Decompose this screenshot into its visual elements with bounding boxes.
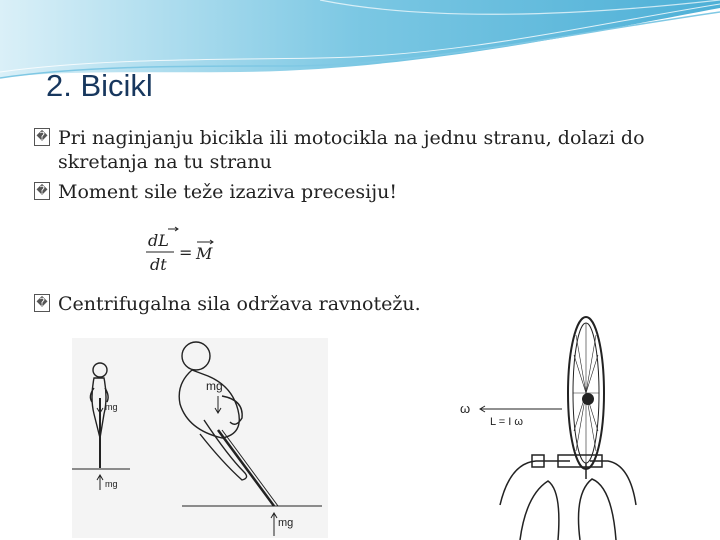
slide-title: 2. Bicikl bbox=[46, 68, 153, 103]
bullet-item bbox=[34, 126, 684, 174]
upright-gravity-label: mg bbox=[105, 402, 118, 412]
bullet-text: Pri naginjanju bicikla ili motocikla na jednu stranu, dolazi do skretanja na tu stranu bbox=[58, 127, 645, 173]
bullet-item bbox=[34, 180, 684, 204]
formula-equals: = bbox=[179, 243, 193, 262]
bullet-marker-icon: � bbox=[34, 128, 50, 146]
tilted-ground-label: mg bbox=[278, 517, 294, 529]
upright-ground-label: mg bbox=[105, 479, 118, 489]
angular-momentum-label: L = I ω bbox=[490, 416, 523, 428]
bullet-text: Moment sile teže izaziva precesiju! bbox=[58, 181, 397, 203]
wheel-angular-momentum-diagram bbox=[440, 315, 640, 540]
tilted-rider-figure bbox=[179, 342, 278, 506]
upright-rider-figure bbox=[90, 363, 108, 468]
bullet-text: Centrifugalna sila održava ravnotežu. bbox=[58, 293, 421, 315]
bicycle-tilt-diagram bbox=[72, 338, 328, 538]
precession-formula bbox=[144, 226, 224, 276]
omega-label: ω bbox=[460, 401, 471, 416]
bullet-item bbox=[34, 292, 684, 316]
formula-numerator: dL bbox=[148, 231, 169, 250]
bullet-marker-icon: � bbox=[34, 294, 50, 312]
formula-rhs: M bbox=[196, 244, 213, 263]
front-wheel-figure bbox=[568, 317, 604, 469]
tilted-gravity-label: mg bbox=[206, 379, 223, 393]
handlebar-figure bbox=[500, 455, 636, 540]
bullet-marker-icon: � bbox=[34, 182, 50, 200]
bullet-list bbox=[34, 126, 684, 210]
formula-denominator: dt bbox=[150, 255, 167, 274]
